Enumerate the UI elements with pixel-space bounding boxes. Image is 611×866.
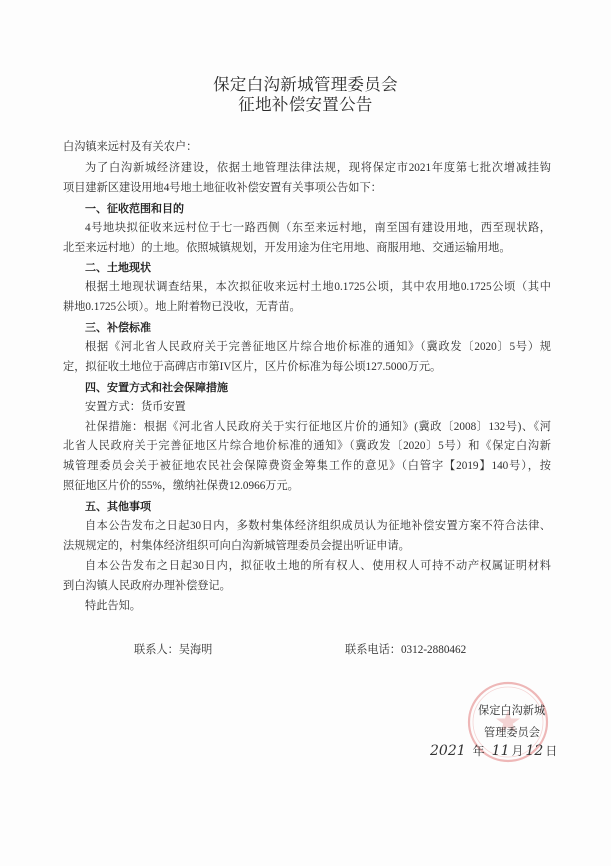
text-line: 安置方式：货币安置 bbox=[85, 400, 186, 413]
closing-remark: 特此告知。 bbox=[85, 599, 141, 612]
text-line: 项目建新区建设用地4号地土地征收补偿安置有关事项公告如下： bbox=[63, 181, 382, 194]
intro-paragraph bbox=[63, 159, 551, 199]
section-heading: 四、安置方式和社会保障措施 bbox=[85, 380, 228, 394]
text-line: 为了白沟新城经济建设，依据土地管理法律法规，现将保定市2021年度第七批次增减挂钩 bbox=[85, 162, 551, 174]
section-compensation-standard bbox=[63, 318, 551, 378]
text-line: 根据土地现状调查结果，本次拟征收来远村土地0.1725公顷，其中农用地0.1725公顷（其中 bbox=[85, 281, 551, 294]
date-month-unit: 月 bbox=[511, 744, 524, 758]
text-line: 根据《河北省人民政府关于完善征地区片综合地价标准的通知》（冀政发〔2020〕5号）规 bbox=[85, 341, 551, 354]
date-month: 11 bbox=[491, 743, 510, 759]
issuer-name-line2: 管理委员会 bbox=[484, 727, 540, 739]
contact-phone: 联系电话：0312-2880462 bbox=[345, 644, 467, 656]
section-other-matters bbox=[63, 497, 551, 596]
notice-title: 征地补偿安置公告 bbox=[238, 95, 373, 114]
contact-person: 联系人：吴海明 bbox=[134, 644, 213, 656]
section-resettlement-and-social-security bbox=[63, 378, 551, 497]
text-line: 法规规定的，村集体经济组织可向白沟新城管理委员会提出听证申请。 bbox=[63, 539, 410, 552]
date-year-unit: 年 bbox=[472, 744, 485, 758]
date-day: 12 bbox=[525, 743, 544, 759]
text-line: 北至来远村地）的土地。依照城镇规划，开发用途为住宅用地、商服用地、交通运输用地。 bbox=[63, 241, 511, 254]
text-line: 城管理委员会关于被征地农民社会保障费资金筹集工作的意见》（白管字【2019】140号），按 bbox=[63, 460, 551, 473]
section-heading: 二、土地现状 bbox=[85, 261, 151, 275]
text-line: 自本公告发布之日起30日内，拟征收土地的所有权人、使用权人可持不动产权属证明材料 bbox=[85, 559, 551, 572]
salutation: 白沟镇来远村及有关农户： bbox=[63, 141, 198, 153]
paragraph bbox=[63, 338, 551, 378]
text-line: 北省人民政府关于完善征地区片综合地价标准的通知》（冀政发〔2020〕5号）和《保定白沟新 bbox=[63, 440, 551, 453]
issuer-name-line1: 保定白沟新城 bbox=[478, 705, 546, 717]
paragraph bbox=[63, 418, 551, 498]
paragraph bbox=[63, 219, 551, 259]
text-line: 耕地0.1725公顷）。地上附着物已没收，无青苗。 bbox=[63, 301, 301, 314]
text-line: 定，拟征收土地位于高碑店市第IV区片，区片价标准为每公顷127.5000万元。 bbox=[63, 360, 442, 373]
handwritten-date bbox=[430, 739, 557, 761]
notice-issuer-title: 保定白沟新城管理委员会 bbox=[213, 75, 398, 94]
paragraph bbox=[63, 398, 551, 418]
paragraph bbox=[63, 278, 551, 318]
section-heading: 一、征收范围和目的 bbox=[85, 201, 184, 215]
text-line: 到白沟镇人民政府办理补偿登记。 bbox=[63, 579, 231, 592]
section-heading: 五、其他事项 bbox=[85, 500, 151, 514]
section-land-status bbox=[63, 258, 551, 318]
text-line: 社保措施：根据《河北省人民政府关于实行征地区片价的通知》(冀政〔2008〕132号)、《河 bbox=[85, 420, 551, 433]
section-heading: 三、补偿标准 bbox=[85, 321, 151, 335]
date-year: 2021 bbox=[430, 743, 466, 759]
section-scope-and-purpose bbox=[63, 199, 551, 259]
paragraph bbox=[63, 557, 551, 597]
text-line: 照征地区片价的55%，缴纳社保费12.0966万元。 bbox=[63, 480, 299, 493]
date-day-unit: 日 bbox=[545, 744, 558, 758]
text-line: 4号地块拟征收来远村位于七一路西侧（东至来远村地，南至国有建设用地，西至现状路， bbox=[85, 221, 551, 234]
paragraph bbox=[63, 517, 551, 557]
text-line: 自本公告发布之日起30日内，多数村集体经济组织成员认为征地补偿安置方案不符合法律、 bbox=[85, 520, 551, 533]
notice-body bbox=[63, 137, 551, 616]
